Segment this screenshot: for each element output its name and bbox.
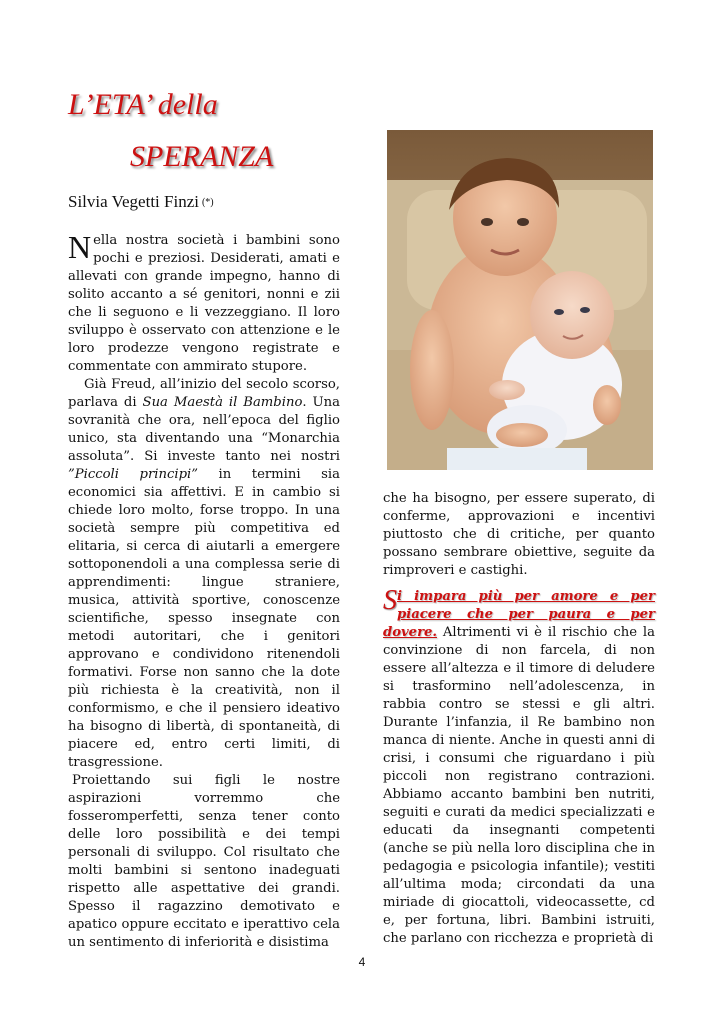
paragraph-1-text: ella nostra società i bambini sono pochi e preziosi. Desiderati, amati e allevati con grande impegno, hanno di solito accanto a sé genitori, nonni e zii che li seguono e li vezzeggiano. Il loro sviluppo è osservato con attenzione e le loro prodezze vengono registrate e commentate con ammirato stupore. (68, 233, 340, 374)
author-byline (68, 192, 214, 213)
dropcap-s: S (383, 585, 397, 616)
paragraph-3 (68, 772, 340, 952)
paragraph-2-emphasis-2: ”Piccoli principi” (68, 467, 198, 482)
paragraph-2-text-a: Già Freud, all’inizio del secolo scorso, parlava di (68, 377, 340, 410)
author-note-mark: (*) (201, 197, 214, 208)
left-column (68, 229, 340, 952)
paragraph-2-text-b: . Una sovranità che ora, nell’epoca del figlio unico, sta diventando una “Monarchia assoluta”. Si investe tanto nei nostri (68, 395, 340, 464)
page-number: 4 (358, 955, 366, 969)
paragraph-5 (383, 585, 655, 948)
paragraph-2 (68, 376, 340, 772)
paragraph-2-text-c: in termini sia economici sia affettivi. E in cambio si chiede loro molto, forse troppo. In una società sempre più competitiva ed elitaria, si cerca di aiutarli a emergere sottoponendoli a una complessa serie di apprendimenti: lingue straniere, musica, attività sportive, conoscenze scientifiche, spesso insegnate con metodi autoritari, che i genitori approvano e condividono ritenendoli formativi. Forse non sanno che la dote più richiesta è la creatività, non il conformismo, e che il pensiero ideativo ha bisogno di libertà, di spontaneità, di piacere ed, entro certi limiti, di trasgressione. (68, 467, 340, 770)
author-name: Silvia Vegetti Finzi (68, 192, 199, 211)
paragraph-2-emphasis-1: Sua Maestà il Bambino (142, 395, 303, 410)
photo-children (387, 130, 653, 470)
paragraph-4-text: che ha bisogno, per essere superato, di conferme, approvazioni e incentivi piuttosto che di critiche, per quanto possano sembrare obiettive, seguite da rimproveri e castighi. (383, 491, 655, 578)
title-line-1: L’ETA’ della (68, 88, 218, 121)
paragraph-1 (68, 229, 340, 376)
paragraph-4 (383, 490, 655, 580)
right-column (383, 490, 655, 948)
paragraph-3-text: Proiettando sui figli le nostre aspirazioni vorremmo che fosseromperfetti, senza tener conto delle loro possibilità e dei tempi personali di sviluppo. Col risultato che molti bambini si sentono inadeguati rispetto alle aspettative dei grandi. Spesso il ragazzino demotivato e apatico oppure eccitato e iperattivo cela un sentimento di inferiorità e disistima (68, 773, 340, 950)
photo-two-children-icon (387, 130, 653, 470)
title-line-2: SPERANZA (130, 140, 274, 173)
highlight-sentence: i impara più per amore e per piacere che per paura e per dovere. (383, 589, 655, 640)
dropcap-n: N (68, 229, 92, 265)
paragraph-5-text: Altrimenti vi è il rischio che la convinzione di non farcela, di non essere all’altezza e il timore di deludere si trasformino nell’adolescenza, in rabbia contro se stessi e gli altri. Durante l’infanzia, il Re bambino non manca di niente. Anche in questi anni di crisi, i consumi che riguardano i più piccoli non registrano contrazioni. Abbiamo accanto bambini ben nutriti, seguiti e curati da medici specializzati e educati da insegnanti competenti (anche se più nella loro disciplina che in pedagogia e psicologia infantile); vestiti all’ultima moda; circondati da una miriade di giocattoli, videocassette, cd e, per fortuna, libri. Bambini istruiti, che parlano con ricchezza e proprietà di (383, 625, 655, 946)
